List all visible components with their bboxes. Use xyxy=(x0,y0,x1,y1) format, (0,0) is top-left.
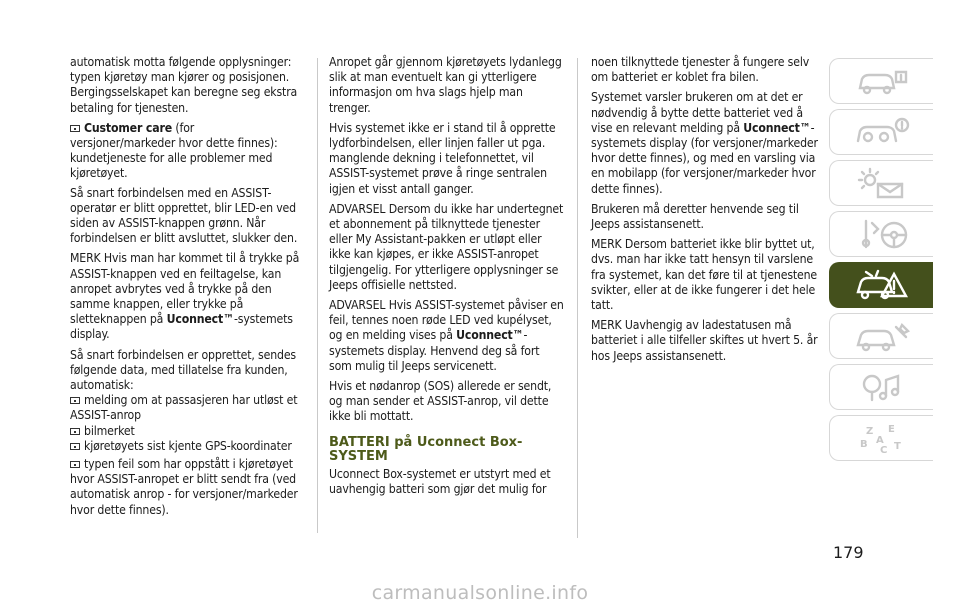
car-maintenance-icon xyxy=(852,319,912,353)
index-letter: T xyxy=(893,441,901,452)
bullet-item xyxy=(70,439,302,454)
paragraph: Anropet går gjennom kjøretøyets lydanlegg slik at man eventuelt kan gi ytterligere informasjon om hva slags hjelp man trenger. xyxy=(329,55,562,115)
chapter-tabs xyxy=(829,58,933,466)
index-letter: Z xyxy=(865,426,873,437)
note-paragraph: MERK Uavhengig av ladestatusen må batteriet i alle tilfeller skiftes ut hvert 5. år hos Jeeps assistansenett. xyxy=(591,318,818,363)
text-column-1 xyxy=(70,55,302,518)
paragraph: Hvis et nødanrop (SOS) allerede er sendt, og man sender et ASSIST-anrop, vil dette ikke bli mottatt. xyxy=(329,379,552,424)
uconnect-label: Uconnect™ xyxy=(166,312,234,327)
emergency-car-icon xyxy=(852,268,912,302)
tab-multimedia[interactable] xyxy=(829,364,933,410)
steering-wheel-icon xyxy=(852,217,912,251)
index-letter: A xyxy=(875,435,884,446)
text-column-2 xyxy=(329,55,565,502)
watermark: carmanualsonline.info xyxy=(371,582,589,604)
paragraph: Uconnect Box-systemet er utstyrt med et uavhengig batteri som gjør det mulig for xyxy=(329,466,551,496)
paragraph-text: ADVARSEL Hvis ASSIST-systemet påviser en feil, tennes noen røde LED ved kupélyset, og en melding vises på xyxy=(329,298,564,343)
paragraph: Så snart forbindelsen med en ASSIST-operatør er blitt opprettet, blir LED-en ved siden av ASSIST-knappen grønn. Når forbindelsen er blitt avsluttet, slukker den. xyxy=(70,185,298,246)
paragraph-text: Systemet varsler brukeren om at det er nødvendig å bytte dette batteriet ved å vise en relevant melding på xyxy=(591,90,803,135)
tab-emergency[interactable] xyxy=(829,262,933,308)
warning-paragraph: ADVARSEL Dersom du ikke har undertegnet et abonnement på tilknyttede tjenester eller My Assistant-pakken er utløpt eller ikke kan kjøpes, er ikke ASSIST-anropet tilgjengelig. For ytterligere opplysninger se Jeeps offisielle nettsted. xyxy=(329,201,564,292)
bullet-icon xyxy=(70,125,80,132)
warning-paragraph xyxy=(329,298,565,374)
bullet-icon xyxy=(70,397,80,404)
warning-lights-icon xyxy=(852,166,912,200)
bullet-customer-care xyxy=(70,121,302,182)
bullet-icon xyxy=(70,428,80,435)
text-column-3 xyxy=(591,55,825,369)
note-paragraph xyxy=(70,251,302,342)
bullet-text: typen feil som har oppstått i kjøretøyet hvor ASSIST-anropet er blitt sendt fra (ved automatisk anrop - for versjoner/markeder hvor dette finnes). xyxy=(70,457,298,517)
paragraph: automatisk motta følgende opplysninger: typen kjøretøy man kjører og posisjonen. Bergingsselskapet kan beregne seg ekstra betaling for tjenesten. xyxy=(70,55,298,115)
section-heading: BATTERI på Uconnect Box-SYSTEM xyxy=(329,434,523,464)
car-dashboard-icon xyxy=(852,115,912,149)
paragraph-text: -systemets display. xyxy=(70,312,293,342)
uconnect-label: Uconnect™ xyxy=(456,328,524,343)
tab-maintenance[interactable] xyxy=(829,313,933,359)
column-divider xyxy=(317,58,318,533)
paragraph: Brukeren må deretter henvende seg til Jeeps assistansenett. xyxy=(591,201,799,232)
car-info-icon xyxy=(852,64,912,98)
uconnect-label: Uconnect™ xyxy=(743,120,811,135)
bullet-icon xyxy=(70,461,80,468)
paragraph: Så snart forbindelsen er opprettet, sendes følgende data, med tillatelse fra kunden, automatisk: xyxy=(70,347,296,393)
tab-dashboard[interactable] xyxy=(829,109,933,155)
bullet-item xyxy=(70,424,302,439)
paragraph-text: -systemets display. Henvend deg så fort som mulig til Jeeps servicenett. xyxy=(329,328,540,373)
column-divider xyxy=(577,58,578,538)
bullet-icon xyxy=(70,443,80,450)
alphabet-index-icon xyxy=(852,421,912,455)
paragraph: noen tilknyttede tjenester å fungere selv om batteriet er koblet fra bilen. xyxy=(591,55,810,85)
index-letter: C xyxy=(879,445,887,455)
bullet-text: bilmerket xyxy=(84,423,135,438)
bullet-text: melding om at passasjeren har utløst et ASSIST-anrop xyxy=(70,393,298,423)
paragraph-text: -systemets display (for versjoner/markeder hvor dette finnes), og med en varsling via en mobilapp (for versjoner/markeder hvor dette finnes). xyxy=(591,120,818,196)
index-letter: E xyxy=(887,424,895,435)
bullet-item xyxy=(70,393,302,423)
tab-warning-lights[interactable] xyxy=(829,160,933,206)
paragraph-text: (for versjoner/markeder hvor dette finnes): kundetjeneste for alle problemer med kjøretøyet. xyxy=(70,120,278,181)
bullet-item xyxy=(70,457,302,518)
tab-steering[interactable] xyxy=(829,211,933,257)
paragraph: Hvis systemet ikke er i stand til å opprette lydforbindelsen, eller linjen faller ut pga. manglende dekning i telefonnettet, vil ASSIST-systemet prøve å ringe sentralen igjen et visst antall ganger. xyxy=(329,120,556,196)
paragraph-text: MERK Hvis man har kommet til å trykke på ASSIST-knappen ved en feiltagelse, kan anropet avbrytes ved å trykke på den samme knappen, eller trykke på sletteknappen på xyxy=(70,251,300,327)
paragraph xyxy=(591,90,825,196)
customer-care-label: Customer care xyxy=(84,120,173,135)
page-number: 179 xyxy=(833,543,864,562)
tab-car-info[interactable] xyxy=(829,58,933,104)
note-paragraph: MERK Dersom batteriet ikke blir byttet ut, dvs. man har ikke tatt hensyn til varslene fra systemet, kan det føre til at tjenestene svikter, eller at de ikke fungerer i det hele tatt. xyxy=(591,237,818,313)
tab-index[interactable] xyxy=(829,415,933,461)
bullet-text: kjøretøyets sist kjente GPS-koordinater xyxy=(84,438,292,453)
index-letter: B xyxy=(859,439,868,450)
multimedia-icon xyxy=(852,370,912,404)
